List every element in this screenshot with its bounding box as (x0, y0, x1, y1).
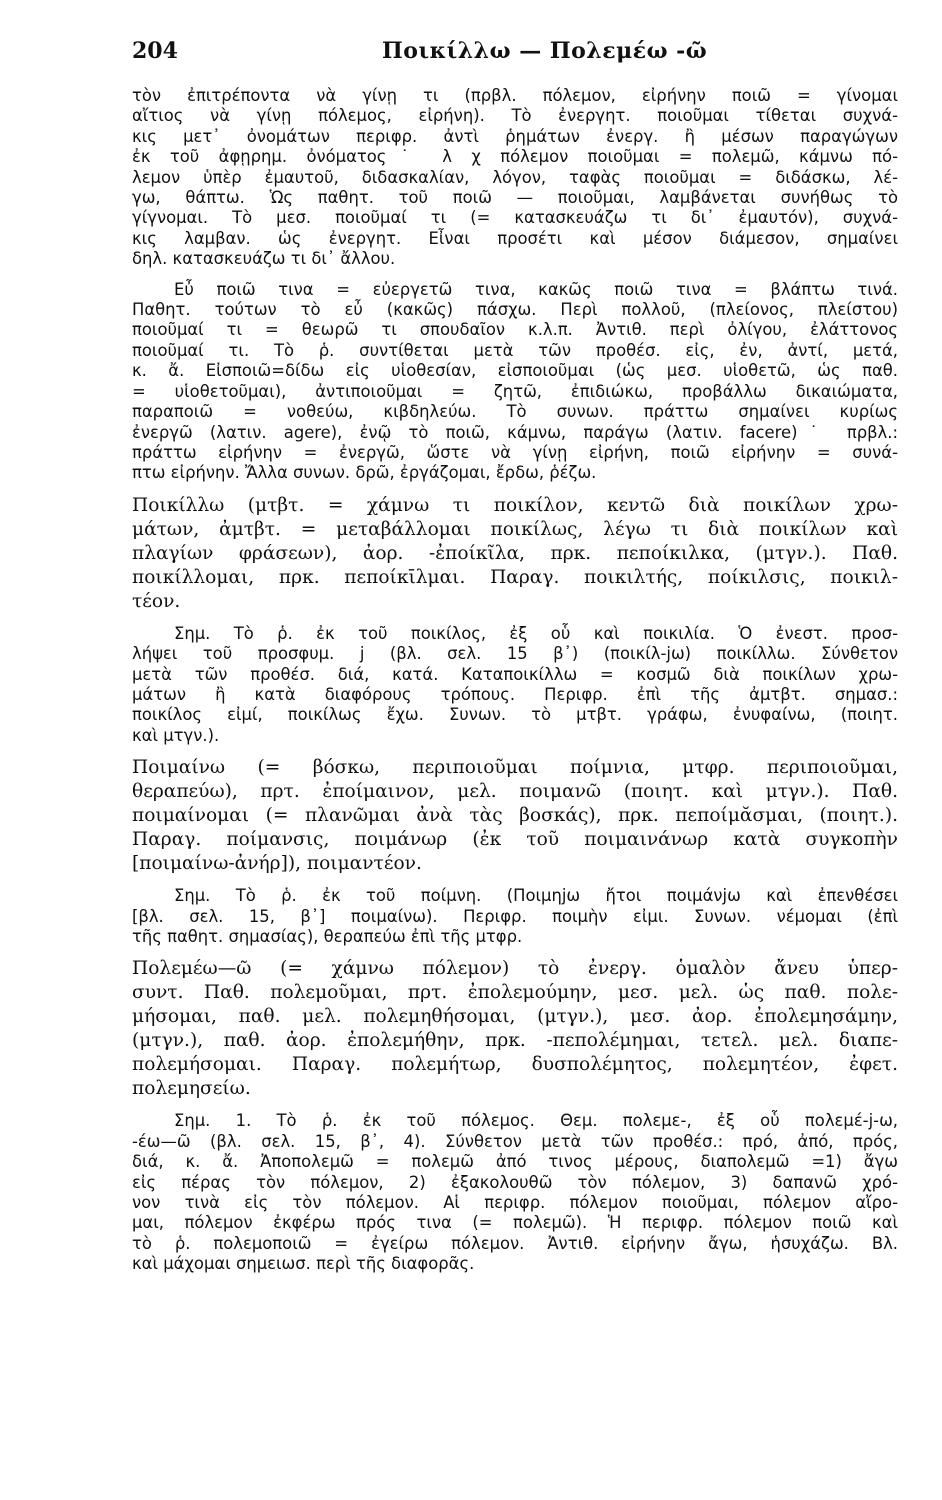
text-line: πολεμησείω. (132, 1078, 251, 1100)
entry-poimaino-note (132, 886, 898, 947)
text-line: μετὰ τῶν προθέσ. διά, κατά. Καταποικίλλω = κοσμῶ διὰ ποικίλων χρω- (132, 664, 898, 684)
entry-poimaino (132, 756, 898, 876)
text-line: Σημ. Τὸ ῥ. ἐκ τοῦ ποίμνη. (Ποιμηjω ἤτοι ποιμάνjω καὶ ἐπενθέσει (174, 886, 898, 906)
text-line: γίγνομαι. Τὸ μεσ. ποιοῦμαί τι (= κατασκευάζω τι δι᾽ ἐμαυτόν), συχνά- (132, 208, 898, 228)
text-line: ποικίλος εἰμί, ποικίλως ἔχω. Συνων. τὸ μτβτ. γράφω, ἐνυφαίνω, (ποιητ. (132, 705, 898, 725)
text-line: δηλ. κατασκευάζω τι δι᾽ ἄλλου. (132, 249, 396, 269)
entry-eu-poio (132, 280, 898, 484)
text-line: μαι, πόλεμον ἐκφέρω πρός τινα (= πολεμῶ). Ἡ περιφρ. πόλεμον ποιῶ καὶ (132, 1213, 898, 1233)
text-line: νον τινὰ εἰς τὸν πόλεμον. Αἱ περιφρ. πόλεμον ποιοῦμαι, πόλεμον αἴρο- (132, 1193, 898, 1212)
entry-continuation (132, 86, 898, 270)
text-line: (μτγν.), παθ. ἀορ. ἐπολεμήθην, πρκ. -πεπολέμημαι, τετελ. μελ. διαπε- (132, 1030, 898, 1052)
text-line: διά, κ. ἄ. Ἀποπολεμῶ = πολεμῶ ἀπό τινος μέρους, διαπολεμῶ =1) ἄγω (132, 1152, 898, 1172)
page-number: 204 (132, 38, 178, 64)
text-line: μάτων, ἀμτβτ. = μεταβάλλομαι ποικίλως, λέγω τι διὰ ποικίλων καὶ (132, 518, 898, 540)
text-line: ἐκ τοῦ ἀφῃρημ. ὀνόματος˙ λ χ πόλεμον ποιοῦμαι = πολεμῶ, κάμνω πό- (132, 147, 898, 167)
text-line: αἴτιος νὰ γίνῃ πόλεμος, εἰρήνη). Τὸ ἐνεργητ. ποιοῦμαι τίθεται συχνά- (132, 106, 898, 126)
entry-poikillo-note (132, 624, 898, 746)
entry-polemeo (132, 957, 898, 1101)
page-header (132, 38, 898, 86)
text-line: κις λαμβαν. ὡς ἐνεργητ. Εἶναι προσέτι καὶ μέσον διάμεσον, σημαίνει (132, 228, 898, 248)
text-line: κ. ἄ. Εἰσποιῶ=δίδω εἰς υἱοθεσίαν, εἰσποιοῦμαι (ὡς μεσ. υἱοθετῶ, ὡς παθ. (132, 361, 898, 381)
text-line: πλαγίων φράσεων), ἀορ. -ἐποίκῖλα, πρκ. πεποίκιλκα, (μτγν.). Παθ. (132, 542, 898, 564)
text-line: Παθητ. τούτων τὸ εὖ (κακῶς) πάσχω. Περὶ πολλοῦ, (πλείονος, πλείστου) (132, 300, 898, 320)
text-line: τὸ ῥ. πολεμοποιῶ = ἐγείρω πόλεμον. Ἀντιθ. εἰρήνην ἄγω, ἡσυχάζω. Βλ. (132, 1233, 898, 1253)
text-line: τῆς παθητ. σημασίας), θεραπεύω ἐπὶ τῆς μτφρ. (132, 926, 523, 946)
text-line: Ποιμαίνω (= βόσκω, περιποιοῦμαι ποίμνια, μτφρ. περιποιοῦμαι, (132, 757, 898, 779)
text-line: πολεμήσομαι. Παραγ. πολεμήτωρ, δυσπολέμητος, πολεμητέον, ἐφετ. (132, 1054, 898, 1076)
running-head: Ποικίλλω — Πολεμέω -ῶ (382, 38, 708, 64)
text-line: κις μετ᾽ ὀνομάτων περιφρ. ἀντὶ ῥημάτων ἐνεργ. ἢ μέσων παραγώγων (132, 126, 898, 146)
text-line: λήψει τοῦ προσφυμ. j (βλ. σελ. 15 β᾽) (ποικίλ-jω) ποικίλλω. Σύνθετον (132, 644, 898, 664)
text-line: λεμον ὑπὲρ ἐμαυτοῦ, διδασκαλίαν, λόγον, ταφὰς ποιοῦμαι = διδάσκω, λέ- (132, 167, 898, 187)
entry-polemeo-note (132, 1111, 898, 1274)
text-line: μήσομαι, παθ. μελ. πολεμηθήσομαι, (μτγν.), μεσ. ἀορ. ἐπολεμησάμην, (132, 1006, 898, 1028)
text-line: ποικίλλομαι, πρκ. πεποίκῑλμαι. Παραγ. ποικιλτής, ποίκιλσις, ποικιλ- (132, 566, 898, 588)
page-content (132, 86, 898, 1275)
text-line: γω, θάπτω. Ὡς παθητ. τοῦ ποιῶ — ποιοῦμαι, λαμβάνεται συνήθως τὸ (132, 188, 898, 208)
text-line: τέον. (132, 590, 181, 612)
text-line: Σημ. Τὸ ῥ. ἐκ τοῦ ποικίλος, ἐξ οὗ καὶ ποικιλία. Ὁ ἐνεστ. προσ- (174, 623, 898, 643)
text-line: -έω—ῶ (βλ. σελ. 15, β᾽, 4). Σύνθετον μετὰ τῶν προθέσ.: πρό, ἀπό, πρός, (132, 1131, 898, 1151)
text-line: Σημ. 1. Τὸ ῥ. ἐκ τοῦ πόλεμος. Θεμ. πολεμε-, ἐξ οὗ πολεμέ-j-ω, (174, 1111, 898, 1131)
text-line: θεραπεύω), πρτ. ἐποίμαινον, μελ. ποιμανῶ (ποιητ. καὶ μτγν.). Παθ. (132, 781, 898, 803)
text-line: [ποιμαίνω-ἀνήρ]), ποιμαντέον. (132, 853, 422, 875)
text-line: Εὖ ποιῶ τινα = εὐεργετῶ τινα, κακῶς ποιῶ τινα = βλάπτω τινά. (174, 279, 898, 299)
text-line: παραποιῶ = νοθεύω, κιβδηλεύω. Τὸ συνων. πράττω σημαίνει κυρίως (132, 402, 898, 422)
text-line: Παραγ. ποίμανσις, ποιμάνωρ (ἐκ τοῦ ποιμαινάνωρ κατὰ συγκοπὴν (132, 829, 898, 851)
text-line: ἐνεργῶ (λατιν. agere), ἐνῷ τὸ ποιῶ, κάμνω, παράγω (λατιν. facere)˙ πρβλ.: (132, 422, 898, 442)
text-line: ποιοῦμαί τι = θεωρῶ τι σπουδαῖον κ.λ.π. Ἀντιθ. περὶ ὀλίγου, ἐλάττονος (132, 320, 898, 340)
text-line: καὶ μάχομαι σημειωσ. περὶ τῆς διαφορᾶς. (132, 1254, 475, 1274)
text-line: πράττω εἰρήνην = ἐνεργῶ, ὥστε νὰ γίνῃ εἰρήνη, ποιῶ εἰρήνην = συνά- (132, 442, 898, 462)
entry-poikillo (132, 494, 898, 614)
text-line: = υἱοθετοῦμαι), ἀντιποιοῦμαι = ζητῶ, ἐπιδιώκω, προβάλλω δικαιώματα, (132, 381, 898, 401)
text-line: ποιοῦμαί τι. Τὸ ῥ. συντίθεται μετὰ τῶν προθέσ. εἰς, ἐν, ἀντί, μετά, (132, 340, 898, 360)
text-line: εἰς πέρας τὸν πόλεμον, 2) ἐξακολουθῶ τὸν πόλεμον, 3) δαπανῶ χρό- (132, 1172, 898, 1192)
text-line: Πολεμέω—ῶ (= χάμνω πόλεμον) τὸ ἐνεργ. ὁμαλὸν ἄνευ ὑπερ- (132, 958, 898, 980)
text-line: πτω εἰρήνην. Ἄλλα συνων. δρῶ, ἐργάζομαι, ἔρδω, ῥέζω. (132, 463, 597, 483)
text-line: καὶ μτγν.). (132, 725, 220, 745)
text-line: συντ. Παθ. πολεμοῦμαι, πρτ. ἐπολεμούμην, μεσ. μελ. ὡς παθ. πολε- (132, 982, 898, 1004)
text-line: Ποικίλλω (μτβτ. = χάμνω τι ποικίλον, κεντῶ διὰ ποικίλων χρω- (132, 494, 898, 516)
text-line: [βλ. σελ. 15, β᾽] ποιμαίνω). Περιφρ. ποιμὴν εἰμι. Συνων. νέμομαι (ἐπὶ (132, 906, 898, 926)
text-line: τὸν ἐπιτρέποντα νὰ γίνῃ τι (πρβλ. πόλεμον, εἰρήνην ποιῶ = γίνομαι (132, 86, 898, 105)
text-line: μάτων ἢ κατὰ διαφόρους τρόπους. Περιφρ. ἐπὶ τῆς ἀμτβτ. σημασ.: (132, 684, 898, 704)
text-line: ποιμαίνομαι (= πλανῶμαι ἀνὰ τὰς βοσκάς), πρκ. πεποίμᾰσμαι, (ποιητ.). (132, 805, 898, 827)
